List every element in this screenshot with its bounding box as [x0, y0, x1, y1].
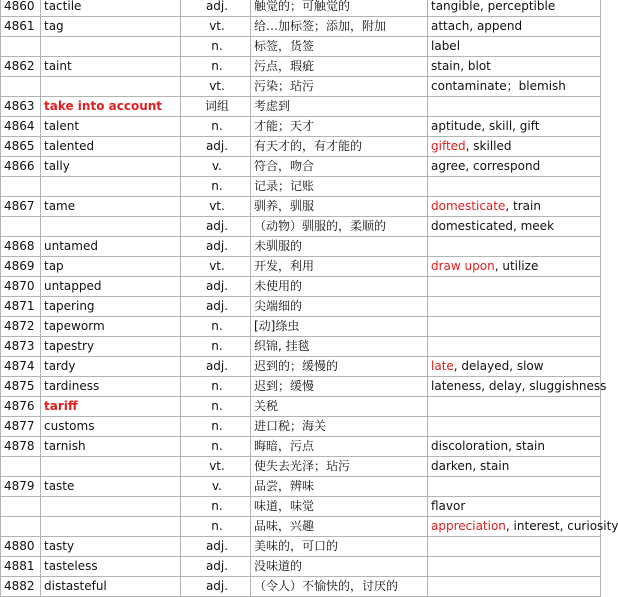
chinese-definition: 晦暗，污点 [251, 437, 428, 457]
chinese-definition: 进口税；海关 [251, 417, 428, 437]
headword [41, 497, 181, 517]
part-of-speech: n. [181, 517, 251, 537]
chinese-definition: 符合，吻合 [251, 157, 428, 177]
chinese-definition: （动物）驯服的，柔顺的 [251, 217, 428, 237]
headword: customs [41, 417, 181, 437]
part-of-speech: adj. [181, 557, 251, 577]
entry-number [1, 77, 41, 97]
table-row [1, 197, 601, 217]
headword: take into account [41, 97, 181, 117]
synonym-text: agree, correspond [431, 159, 541, 173]
synonym-text: contaminate；blemish [431, 79, 566, 93]
part-of-speech: adj. [181, 137, 251, 157]
headword: tag [41, 17, 181, 37]
part-of-speech: adj. [181, 217, 251, 237]
synonym-text: domesticated, meek [431, 219, 555, 233]
chinese-definition: 品尝，辨味 [251, 477, 428, 497]
entry-number: 4867 [1, 197, 41, 217]
english-synonyms [428, 117, 601, 137]
table-row [1, 17, 601, 37]
entry-number: 4876 [1, 397, 41, 417]
headword: untamed [41, 237, 181, 257]
entry-number [1, 517, 41, 537]
chinese-definition: 织锦, 挂毯 [251, 337, 428, 357]
synonym-text: darken, stain [431, 459, 510, 473]
synonym-text: , train [505, 199, 541, 213]
table-row [1, 357, 601, 377]
part-of-speech: adj. [181, 357, 251, 377]
synonym-text: late [431, 359, 454, 373]
chinese-definition: 未驯服的 [251, 237, 428, 257]
table-row [1, 517, 601, 537]
headword: tame [41, 197, 181, 217]
english-synonyms [428, 37, 601, 57]
headword: untapped [41, 277, 181, 297]
chinese-definition: 给…加标签；添加，附加 [251, 17, 428, 37]
chinese-definition: 驯养，驯服 [251, 197, 428, 217]
headword [41, 457, 181, 477]
table-row [1, 317, 601, 337]
table-row [1, 177, 601, 197]
table-row [1, 77, 601, 97]
entry-number: 4865 [1, 137, 41, 157]
table-row [1, 437, 601, 457]
english-synonyms [428, 0, 601, 17]
entry-number [1, 217, 41, 237]
headword: talented [41, 137, 181, 157]
entry-number: 4878 [1, 437, 41, 457]
headword: tapeworm [41, 317, 181, 337]
headword: tarnish [41, 437, 181, 457]
part-of-speech: v. [181, 157, 251, 177]
chinese-definition: 未使用的 [251, 277, 428, 297]
entry-number: 4873 [1, 337, 41, 357]
chinese-definition: 有天才的，有才能的 [251, 137, 428, 157]
entry-number: 4871 [1, 297, 41, 317]
table-row [1, 57, 601, 77]
synonym-text: label [431, 39, 461, 53]
synonym-text: lateness, delay, sluggishness [431, 379, 607, 393]
part-of-speech: n. [181, 57, 251, 77]
english-synonyms [428, 397, 601, 417]
entry-number: 4860 [1, 0, 41, 17]
headword: tactile [41, 0, 181, 17]
synonym-text: draw upon [431, 259, 495, 273]
entry-number: 4872 [1, 317, 41, 337]
english-synonyms [428, 497, 601, 517]
synonym-text: , interest, curiosity [505, 519, 618, 533]
headword: talent [41, 117, 181, 137]
headword [41, 517, 181, 537]
part-of-speech: vt. [181, 17, 251, 37]
entry-number: 4880 [1, 537, 41, 557]
table-row [1, 557, 601, 577]
entry-number: 4866 [1, 157, 41, 177]
part-of-speech: n. [181, 317, 251, 337]
table-row [1, 157, 601, 177]
english-synonyms [428, 57, 601, 77]
headword: tap [41, 257, 181, 277]
synonym-text: tangible, perceptible [431, 0, 556, 13]
part-of-speech: n. [181, 337, 251, 357]
english-synonyms [428, 417, 601, 437]
synonym-text: gifted [431, 139, 466, 153]
english-synonyms [428, 97, 601, 117]
headword [41, 37, 181, 57]
entry-number: 4861 [1, 17, 41, 37]
synonym-text: , delayed, slow [453, 359, 544, 373]
entry-number: 4877 [1, 417, 41, 437]
part-of-speech: n. [181, 437, 251, 457]
table-row [1, 137, 601, 157]
english-synonyms [428, 437, 601, 457]
table-row [1, 257, 601, 277]
chinese-definition: 迟到；缓慢 [251, 377, 428, 397]
headword: distasteful [41, 577, 181, 597]
part-of-speech: n. [181, 397, 251, 417]
table-row [1, 37, 601, 57]
chinese-definition: 迟到的；缓慢的 [251, 357, 428, 377]
chinese-definition: 标签，货签 [251, 37, 428, 57]
table-row [1, 377, 601, 397]
part-of-speech: adj. [181, 237, 251, 257]
chinese-definition: 才能；天才 [251, 117, 428, 137]
table-row [1, 0, 601, 17]
english-synonyms [428, 157, 601, 177]
headword: tapestry [41, 337, 181, 357]
chinese-definition: 味道，味觉 [251, 497, 428, 517]
synonym-text: , skilled [465, 139, 512, 153]
english-synonyms [428, 77, 601, 97]
english-synonyms [428, 577, 601, 597]
english-synonyms [428, 457, 601, 477]
english-synonyms [428, 477, 601, 497]
english-synonyms [428, 137, 601, 157]
chinese-definition: 使失去光泽；玷污 [251, 457, 428, 477]
table-row [1, 417, 601, 437]
entry-number: 4879 [1, 477, 41, 497]
chinese-definition: 记录；记账 [251, 177, 428, 197]
headword: taste [41, 477, 181, 497]
headword: tariff [41, 397, 181, 417]
entry-number: 4870 [1, 277, 41, 297]
english-synonyms [428, 337, 601, 357]
part-of-speech: vt. [181, 457, 251, 477]
entry-number [1, 457, 41, 477]
english-synonyms [428, 557, 601, 577]
entry-number: 4868 [1, 237, 41, 257]
english-synonyms [428, 217, 601, 237]
chinese-definition: 尖端细的 [251, 297, 428, 317]
english-synonyms [428, 317, 601, 337]
headword [41, 217, 181, 237]
vocabulary-table-body [1, 0, 618, 597]
english-synonyms [428, 377, 607, 397]
table-row [1, 297, 601, 317]
english-synonyms [428, 297, 601, 317]
synonym-text: flavor [431, 499, 466, 513]
part-of-speech: v. [181, 477, 251, 497]
table-row [1, 497, 601, 517]
headword [41, 77, 181, 97]
chinese-definition: 污染；玷污 [251, 77, 428, 97]
part-of-speech: vt. [181, 197, 251, 217]
headword: tasteless [41, 557, 181, 577]
entry-number: 4881 [1, 557, 41, 577]
synonym-text: aptitude, skill, gift [431, 119, 540, 133]
table-row [1, 457, 601, 477]
table-row [1, 477, 601, 497]
part-of-speech: adj. [181, 537, 251, 557]
synonym-text: discoloration, stain [431, 439, 545, 453]
synonym-text: domesticate [431, 199, 506, 213]
english-synonyms [428, 517, 618, 537]
headword: tasty [41, 537, 181, 557]
headword: tardy [41, 357, 181, 377]
synonym-text: attach, append [431, 19, 523, 33]
table-row [1, 97, 601, 117]
part-of-speech: n. [181, 177, 251, 197]
part-of-speech: n. [181, 497, 251, 517]
chinese-definition: 污点，瑕疵 [251, 57, 428, 77]
english-synonyms [428, 17, 601, 37]
entry-number: 4882 [1, 577, 41, 597]
table-row [1, 537, 601, 557]
part-of-speech: adj. [181, 297, 251, 317]
entry-number: 4863 [1, 97, 41, 117]
table-row [1, 217, 601, 237]
headword: tapering [41, 297, 181, 317]
part-of-speech: n. [181, 37, 251, 57]
entry-number [1, 497, 41, 517]
chinese-definition: 美味的，可口的 [251, 537, 428, 557]
entry-number: 4862 [1, 57, 41, 77]
headword: taint [41, 57, 181, 77]
synonym-text: appreciation [431, 519, 506, 533]
part-of-speech: n. [181, 117, 251, 137]
entry-number: 4875 [1, 377, 41, 397]
entry-number: 4864 [1, 117, 41, 137]
english-synonyms [428, 237, 601, 257]
part-of-speech: adj. [181, 277, 251, 297]
part-of-speech: 词组 [181, 97, 251, 117]
entry-number: 4869 [1, 257, 41, 277]
table-row [1, 237, 601, 257]
table-row [1, 577, 601, 597]
english-synonyms [428, 537, 601, 557]
chinese-definition: 开发，利用 [251, 257, 428, 277]
english-synonyms [428, 177, 601, 197]
chinese-definition: 关税 [251, 397, 428, 417]
entry-number [1, 37, 41, 57]
entry-number [1, 177, 41, 197]
part-of-speech: vt. [181, 77, 251, 97]
part-of-speech: n. [181, 417, 251, 437]
chinese-definition: 没味道的 [251, 557, 428, 577]
part-of-speech: adj. [181, 0, 251, 17]
chinese-definition: 品味，兴趣 [251, 517, 428, 537]
synonym-text: stain, blot [431, 59, 491, 73]
part-of-speech: adj. [181, 577, 251, 597]
headword [41, 177, 181, 197]
chinese-definition: [动]绦虫 [251, 317, 428, 337]
part-of-speech: vt. [181, 257, 251, 277]
headword: tally [41, 157, 181, 177]
entry-number: 4874 [1, 357, 41, 377]
chinese-definition: 考虑到 [251, 97, 428, 117]
english-synonyms [428, 357, 601, 377]
chinese-definition: 触觉的；可触觉的 [251, 0, 428, 17]
part-of-speech: n. [181, 377, 251, 397]
synonym-text: , utilize [494, 259, 539, 273]
english-synonyms [428, 257, 601, 277]
english-synonyms [428, 197, 601, 217]
table-row [1, 397, 601, 417]
headword: tardiness [41, 377, 181, 397]
table-row [1, 337, 601, 357]
chinese-definition: （令人）不愉快的，讨厌的 [251, 577, 428, 597]
table-row [1, 277, 601, 297]
english-synonyms [428, 277, 601, 297]
table-row [1, 117, 601, 137]
